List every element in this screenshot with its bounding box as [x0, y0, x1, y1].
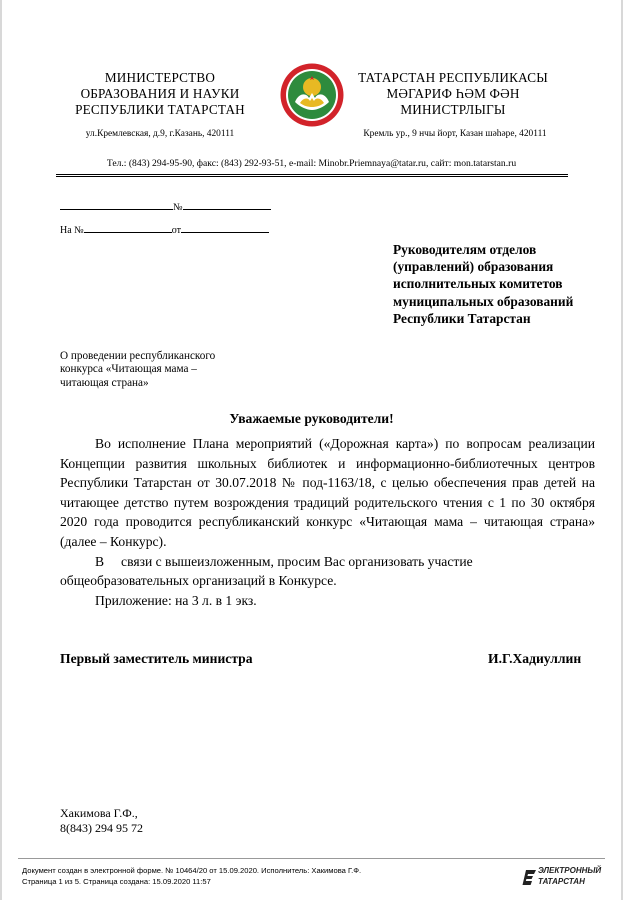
et-logo-line-1: ЭЛЕКТРОННЫЙ: [538, 866, 602, 875]
org-line: МИНИСТРЛЫГЫ: [400, 102, 506, 117]
letter-body: [60, 434, 595, 610]
header-divider-second: [56, 176, 568, 177]
body-paragraph-1: Во исполнение Плана мероприятий («Дорожная карта») по вопросам реализации Концепции развития школьных библиотек и информационно-библиотечных центров Республики Татарстан от 30.07.2018 № под-1163/18, с целью обеспечения прав детей на читающее детство путем возрождения традиций родительского чтения с 1 по 30 октября 2020 года проводится республиканский конкурс «Читающая мама – читающая страна» (далее – Конкурс).: [60, 436, 595, 549]
header-divider: [56, 174, 568, 175]
ot-line: [181, 223, 269, 233]
number-sign: №: [173, 202, 183, 213]
executor-phone: 8(843) 294 95 72: [60, 821, 143, 836]
attachment-note: Приложение: на 3 л. в 1 экз.: [95, 592, 257, 608]
tatarstan-emblem-icon: [279, 62, 345, 128]
executor-block: [60, 806, 143, 836]
number-line: [183, 200, 271, 210]
subject-line: О проведении республиканского: [60, 350, 216, 362]
et-logo-text: [538, 866, 601, 887]
na-label: На №: [60, 225, 84, 236]
org-line: МӘГАРИФ ҺӘМ ФӘН: [386, 86, 520, 101]
outgoing-number-field: [60, 200, 271, 213]
signer-position: Первый заместитель министра: [60, 651, 253, 666]
date-line: [60, 200, 173, 210]
greeting: Уважаемые руководители!: [229, 411, 394, 426]
subject-block: [60, 350, 260, 390]
footer-line-1: Документ создан в электронной форме. № 10464/20 от 15.09.2020. Исполнитель: Хакимова Г.Ф.: [22, 866, 362, 875]
subject-line: читающая страна»: [60, 376, 149, 389]
org-line: РЕСПУБЛИКИ ТАТАРСТАН: [75, 102, 245, 117]
page-border-left: [0, 0, 2, 900]
addressee-line: Республики Татарстан: [393, 310, 531, 326]
address-ru: ул.Кремлевская, д.9, г.Казань, 420111: [85, 129, 235, 139]
contacts-line: Тел.: (843) 294-95-90, факс: (843) 292-93-51, e-mail: Minobr.Priemnaya@tatar.ru, сайт: mon.tatarstan.ru: [106, 158, 517, 169]
et-logo-line-2: ТАТАРСТАН: [538, 876, 585, 886]
na-line: [84, 223, 172, 233]
body-paragraph-2-line-2: общеобразовательных организаций в Конкурсе.: [60, 573, 337, 589]
ministry-name-tt: [348, 70, 558, 118]
org-line: МИНИСТЕРСТВО: [104, 70, 216, 85]
addressee-line: исполнительных комитетов: [393, 276, 563, 292]
electronic-tatarstan-logo-icon: [522, 866, 608, 890]
address-tt: Кремль ур., 9 нчы йорт, Казан шәһәре, 420111: [363, 129, 547, 139]
org-line: ОБРАЗОВАНИЯ И НАУКИ: [80, 86, 240, 101]
executor-name: Хакимова Г.Ф.,: [60, 806, 138, 820]
addressee-line: муниципальных образований: [393, 293, 574, 309]
ot-label: от: [171, 225, 181, 236]
addressee-block: [393, 241, 603, 327]
org-line: ТАТАРСТАН РЕСПУБЛИКАСЫ: [358, 70, 548, 85]
subject-line: конкурса «Читающая мама –: [60, 363, 197, 376]
footer-divider: [18, 858, 605, 859]
footer-line-2: Страница 1 из 5. Страница создана: 15.09.2020 11:57: [22, 876, 211, 886]
addressee-line: Руководителям отделов: [393, 242, 537, 257]
addressee-line: (управлений) образования: [393, 259, 554, 275]
incoming-number-field: [60, 223, 269, 236]
et-logo-mark: [522, 868, 537, 888]
body-paragraph-2-line-1: В связи с вышеизложенным, просим Вас организовать участие: [95, 553, 473, 569]
signer-name: И.Г.Хадиуллин: [488, 651, 582, 666]
document-footer: [22, 866, 361, 888]
ministry-name-ru: [60, 70, 260, 118]
